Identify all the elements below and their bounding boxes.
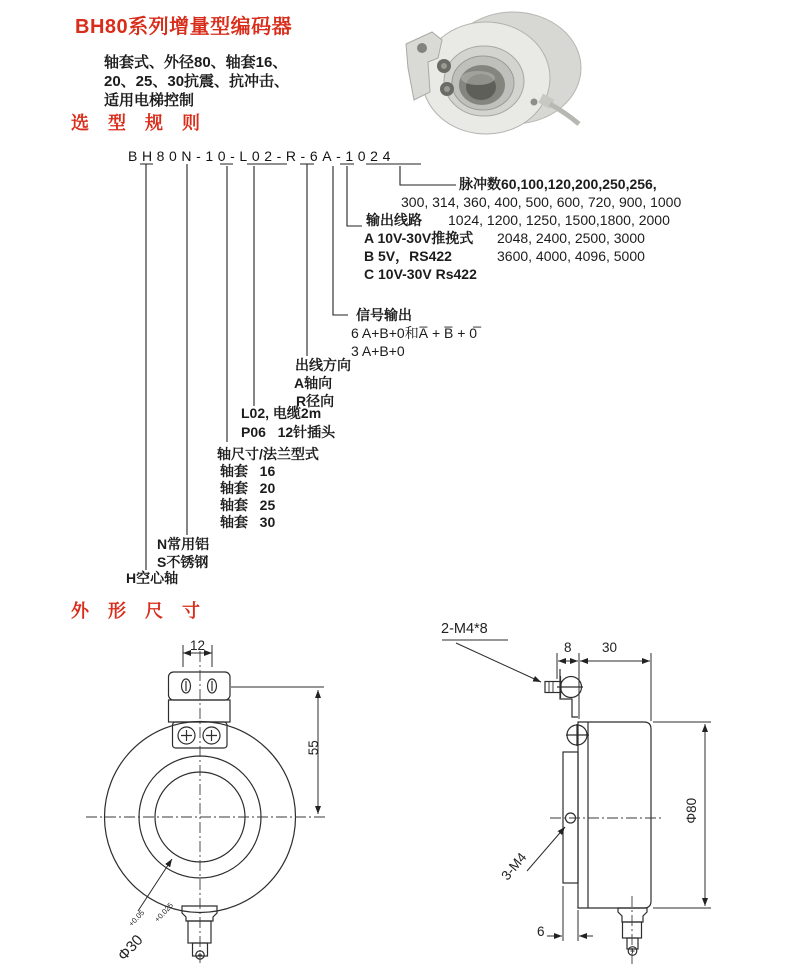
dim-height-55: 55 <box>306 740 322 756</box>
cable-option: P06 12针插头 <box>241 424 336 440</box>
hollow-shaft-option: H空心轴 <box>126 570 179 586</box>
direction-option: A轴向 <box>294 375 333 391</box>
signal-option: 3 A+B+0 <box>351 343 405 359</box>
pulse-count-line: 脉冲数60,100,120,200,250,256, <box>459 176 657 192</box>
side-view-drawing <box>442 640 711 964</box>
pulse-count-line: 2048, 2400, 2500, 3000 <box>497 230 645 246</box>
pulse-count-line: 3600, 4000, 4096, 5000 <box>497 248 645 264</box>
material-option: N常用铝 <box>157 536 210 552</box>
product-photo <box>406 12 581 134</box>
pulse-count-line: 300, 314, 360, 400, 500, 600, 720, 900, 1000 <box>401 194 682 210</box>
output-circuit-heading: 输出线路 <box>366 212 422 228</box>
selection-rules-heading: 选 型 规 则 <box>71 113 208 133</box>
dim-thickness-6: 6 <box>537 924 545 939</box>
material-option: S不锈钢 <box>157 554 209 570</box>
shaft-size-heading: 轴尺寸/法兰型式 <box>217 446 319 462</box>
bore-value: Φ30 <box>114 931 147 964</box>
dim-width-12: 12 <box>190 638 206 653</box>
output-option: C 10V-30V Rs422 <box>364 266 477 282</box>
cable <box>550 104 579 124</box>
outline-dimensions-heading: 外 形 尺 寸 <box>71 601 208 621</box>
cable-direction-heading: 出线方向 <box>295 357 351 373</box>
dim-width-30: 30 <box>602 640 618 655</box>
dim-dia-80: Φ80 <box>684 797 700 824</box>
tolerance-upper: +0.05 <box>126 907 146 928</box>
description-line: 20、25、30抗震、抗冲击、 <box>104 73 290 90</box>
output-option: A 10V-30V推挽式 <box>364 230 474 246</box>
cable-option: L02, 电缆2m <box>241 405 322 421</box>
tolerance-lower: +0.025 <box>152 900 175 924</box>
model-code: BH80N-10-L02-R-6A-1024 <box>128 148 395 164</box>
signal-option: 6 A+B+0和A̅ + B̅ + 0̅ <box>351 325 478 341</box>
description-line: 轴套式、外径80、轴套16、 <box>104 54 288 71</box>
direction-option: R径向 <box>296 393 335 409</box>
label-3-m4: 3-M4 <box>498 849 530 884</box>
label-2-m4x8: 2-M4*8 <box>441 621 488 637</box>
dim-width-8: 8 <box>564 640 572 655</box>
output-option: B 5V，RS422 <box>364 248 452 264</box>
shaft-option: 轴套 30 <box>220 514 276 530</box>
pulse-count-line: 1024, 1200, 1250, 1500,1800, 2000 <box>448 212 670 228</box>
shaft-option: 轴套 25 <box>220 497 276 513</box>
description-line: 适用电梯控制 <box>104 92 195 109</box>
signal-output-heading: 信号输出 <box>356 307 412 323</box>
shaft-option: 轴套 20 <box>220 480 276 496</box>
page-title: BH80系列增量型编码器 <box>75 16 293 38</box>
shaft-option: 轴套 16 <box>220 463 276 479</box>
